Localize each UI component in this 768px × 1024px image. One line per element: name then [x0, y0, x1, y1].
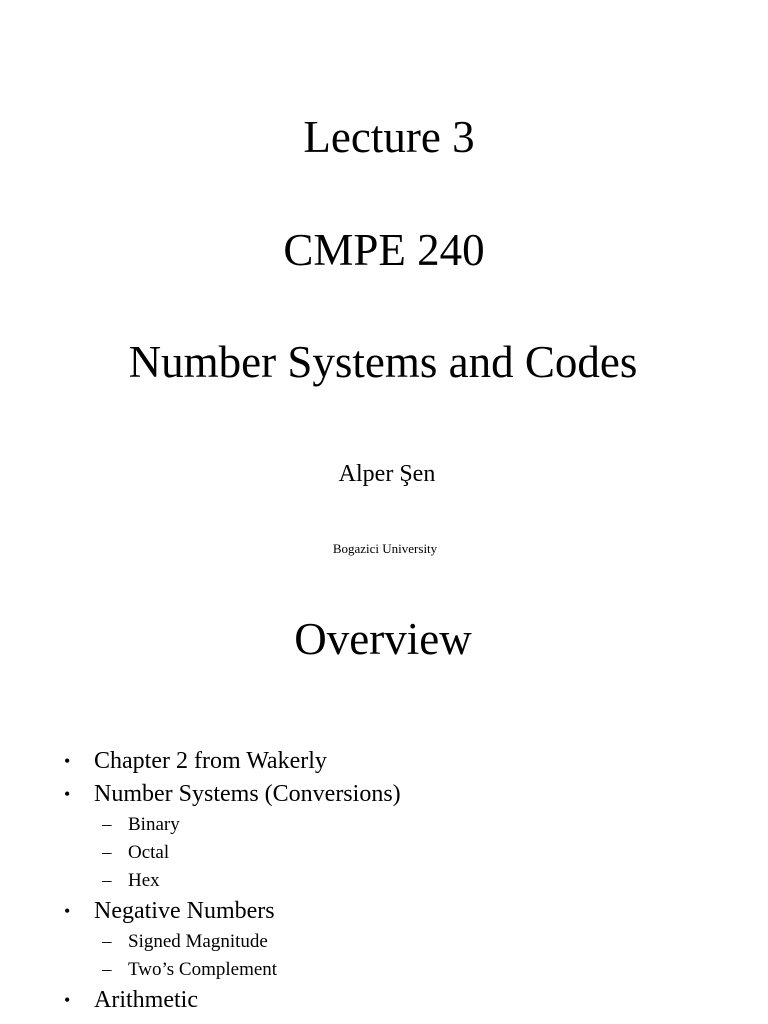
bullet-label: Arithmetic: [94, 987, 198, 1013]
sub-bullet-label: Signed Magnitude: [128, 931, 268, 952]
overview-bullet-list: [64, 745, 754, 1017]
bullet-label: Negative Numbers: [94, 898, 275, 924]
bullet-item: [64, 778, 754, 811]
dash-icon: –: [102, 959, 112, 980]
topic-title: Number Systems and Codes: [128, 337, 638, 387]
bullet-item: [64, 895, 754, 928]
sub-bullet-label: Octal: [128, 842, 170, 863]
sub-bullet-item: [64, 956, 754, 984]
sub-bullet-label: Hex: [128, 870, 160, 891]
lecture-title: Lecture 3: [303, 112, 475, 162]
sub-bullet-item: [64, 867, 754, 895]
overview-title: Overview: [294, 614, 472, 664]
dash-icon: –: [102, 842, 112, 863]
sub-bullet-item: [64, 811, 754, 839]
dash-icon: –: [102, 814, 112, 835]
bullet-item: [64, 984, 754, 1017]
university-name: Bogazici University: [332, 541, 438, 556]
bullet-dot-icon: •: [64, 990, 71, 1010]
dash-icon: –: [102, 870, 112, 891]
course-code: CMPE 240: [283, 225, 485, 275]
sub-bullet-item: [64, 839, 754, 867]
dash-icon: –: [102, 931, 112, 952]
bullet-dot-icon: •: [64, 784, 71, 804]
bullet-dot-icon: •: [64, 751, 71, 771]
author-name: Alper Şen: [338, 461, 436, 487]
bullet-label: Number Systems (Conversions): [94, 781, 401, 807]
bullet-label: Chapter 2 from Wakerly: [94, 748, 327, 774]
sub-bullet-item: [64, 928, 754, 956]
bullet-dot-icon: •: [64, 901, 71, 921]
sub-bullet-label: Binary: [128, 814, 180, 835]
sub-bullet-label: Two’s Complement: [128, 959, 278, 980]
bullet-item: [64, 745, 754, 778]
